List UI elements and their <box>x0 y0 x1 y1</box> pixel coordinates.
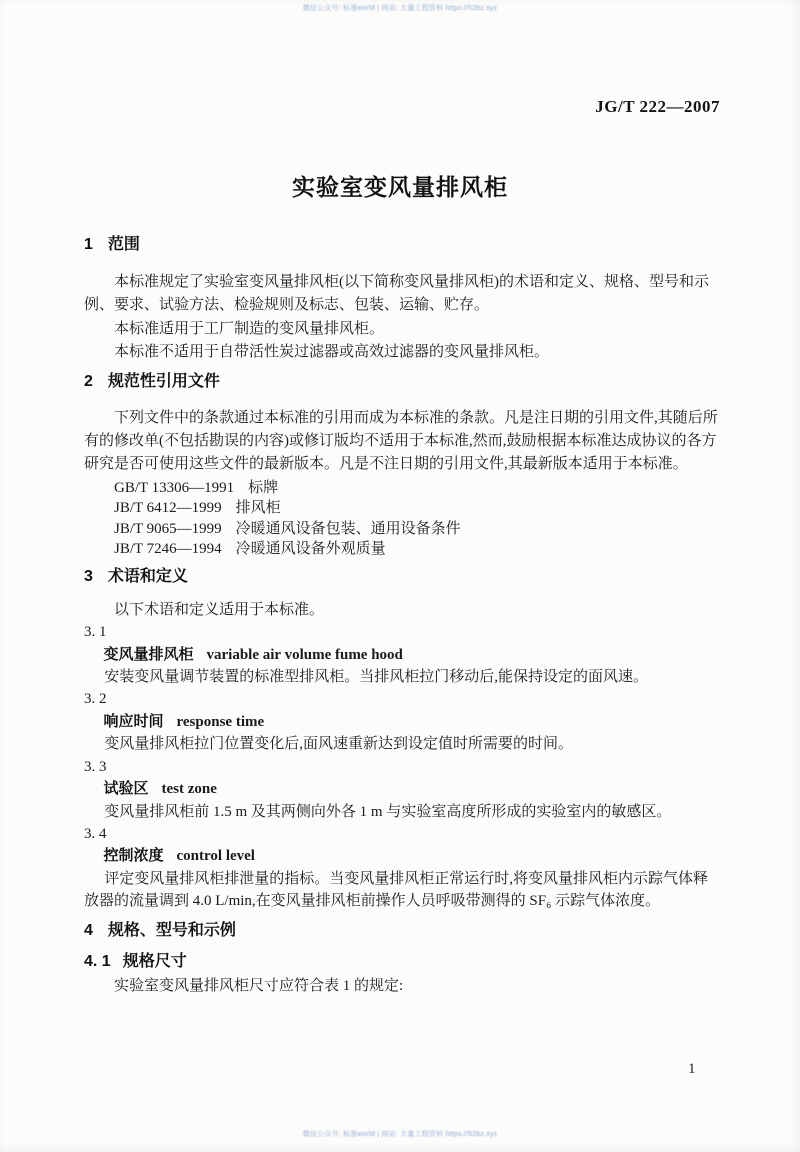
section-3-title: 术语和定义 <box>107 567 188 585</box>
document-title: 实验室变风量排风柜 <box>292 174 508 200</box>
term-name-en: control level <box>176 848 255 865</box>
term-name-zh: 响应时间 <box>103 712 164 730</box>
reference-item <box>114 539 720 560</box>
term-definition: 安装变风量调节装置的标准型排风柜。当排风柜拉门移动后,能保持设定的面风速。 <box>104 669 649 686</box>
watermark-top: 微信公众号: 标准world | 网站: 大量工程资料 https://52bz.xyz <box>302 5 498 12</box>
term-number: 3. 4 <box>84 825 107 842</box>
page-number: 1 <box>688 1061 696 1077</box>
normative-references-list <box>84 478 720 560</box>
term-heading <box>84 845 720 867</box>
term-name-zh: 控制浓度 <box>103 847 164 865</box>
section-3-intro: 以下术语和定义适用于本标准。 <box>114 601 325 618</box>
reference-name: 标牌 <box>248 479 279 496</box>
document-body <box>84 236 720 998</box>
term-number: 3. 1 <box>84 624 107 641</box>
reference-code: JB/T 9065—1999 <box>114 520 222 537</box>
section-3-number: 3 <box>84 567 93 585</box>
term-number: 3. 3 <box>84 758 107 775</box>
section-1-paragraph-3: 本标准不适用于自带活性炭过滤器或高效过滤器的变风量排风柜。 <box>114 344 550 361</box>
section-4-heading <box>84 922 720 940</box>
section-4-number: 4 <box>84 921 93 939</box>
standard-code: JG/T 222—2007 <box>595 97 720 116</box>
section-2-heading <box>84 373 720 391</box>
section-2-title: 规范性引用文件 <box>107 372 220 390</box>
term-name-zh: 变风量排风柜 <box>103 645 194 663</box>
term-definition: 评定变风量排风柜排泄量的指标。当变风量排风柜正常运行时,将变风量排风柜内示踪气体释放器的流量调到 4.0 L/min,在变风量排风柜前操作人员呼吸带测得的 SF₆ 示踪气体浓度。 <box>84 870 709 910</box>
section-1-paragraph-1: 本标准规定了实验室变风量排风柜(以下简称变风量排风柜)的术语和定义、规格、型号和示例、要求、试验方法、检验规则及标志、包装、运输、贮存。 <box>84 274 709 314</box>
section-4-1-paragraph: 实验室变风量排风柜尺寸应符合表 1 的规定: <box>114 977 404 994</box>
reference-code: JB/T 6412—1999 <box>114 500 222 517</box>
reference-code: GB/T 13306—1991 <box>114 479 235 496</box>
section-4-1-number: 4. 1 <box>84 952 111 970</box>
section-2-paragraph-1: 下列文件中的条款通过本标准的引用而成为本标准的条款。凡是注日期的引用文件,其随后所有的修改单(不包括勘误的内容)或修订版均不适用于本标准,然而,鼓励根据本标准达成协议的各方研究是否可使用这些文件的最新版本。凡是不注日期的引用文件,其最新版本适用于本标准。 <box>84 409 718 473</box>
term-definition: 变风量排风柜拉门位置变化后,面风速重新达到设定值时所需要的时间。 <box>104 736 574 753</box>
term-name-en: variable air volume fume hood <box>206 646 403 663</box>
term-heading <box>84 778 720 800</box>
section-1-title: 范围 <box>107 236 140 253</box>
reference-name: 排风柜 <box>235 500 281 517</box>
term-definition: 变风量排风柜前 1.5 m 及其两侧向外各 1 m 与实验室高度所形成的实验室内的敏感区。 <box>104 803 672 820</box>
section-1-paragraph-2: 本标准适用于工厂制造的变风量排风柜。 <box>114 320 385 337</box>
section-1-number: 1 <box>84 236 93 253</box>
term-heading <box>84 711 720 733</box>
section-3-heading <box>84 568 720 586</box>
term-name-zh: 试验区 <box>103 780 149 798</box>
terms-and-definitions <box>84 599 720 913</box>
term-heading <box>84 644 720 666</box>
reference-item <box>114 519 720 540</box>
term-name-en: test zone <box>161 781 217 798</box>
reference-name: 冷暖通风设备包装、通用设备条件 <box>235 520 461 537</box>
watermark-bottom: 微信公众号: 标准world | 网站: 大量工程资料 https://52bz.xyz <box>302 1131 498 1138</box>
term-name-en: response time <box>176 713 265 730</box>
section-1-heading <box>84 236 720 254</box>
section-4-title: 规格、型号和示例 <box>107 921 236 939</box>
reference-item <box>114 498 720 519</box>
section-2-number: 2 <box>84 372 93 390</box>
reference-item <box>114 478 720 499</box>
reference-code: JB/T 7246—1994 <box>114 541 222 558</box>
section-4-1-title: 规格尺寸 <box>122 952 187 970</box>
section-4-1-heading <box>84 953 720 971</box>
reference-name: 冷暖通风设备外观质量 <box>235 541 386 558</box>
term-number: 3. 2 <box>84 691 107 708</box>
